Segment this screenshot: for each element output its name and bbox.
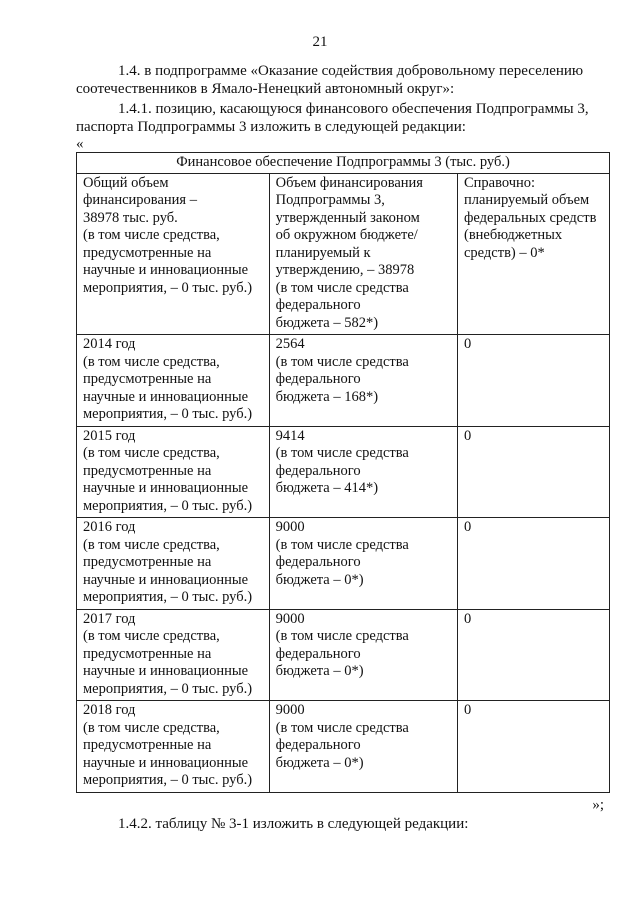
- cell-line: 38978 тыс. руб.: [83, 209, 178, 226]
- cell-line: предусмотренные на: [83, 645, 212, 662]
- cell-line: средств) – 0*: [464, 244, 545, 261]
- cell-line: 0: [464, 519, 472, 535]
- cell-line: федерального: [275, 462, 361, 479]
- paragraph-1-4-1: [76, 100, 610, 136]
- table-cell-col-2: [269, 426, 457, 518]
- table-body: [77, 335, 610, 793]
- cell-line: бюджета – 168*): [275, 388, 379, 405]
- cell-line: научные и инновационные: [83, 480, 249, 496]
- cell-line: федерального: [275, 554, 361, 570]
- opening-quote: «: [76, 136, 84, 152]
- table-cell-col-1: [77, 426, 270, 518]
- cell-line: научные и инновационные: [83, 754, 249, 771]
- cell-line: Общий объем: [83, 174, 169, 191]
- table-cell-col-2: [269, 518, 457, 610]
- cell-line: бюджета – 0*): [275, 571, 364, 588]
- cell-line: 9000: [275, 610, 305, 627]
- table-row: [77, 609, 610, 701]
- table-cell-col-3: [458, 701, 610, 793]
- cell-line: научные и инновационные: [83, 388, 249, 405]
- cell-line: об окружном бюджете/: [275, 227, 418, 243]
- cell-line: 2017 год: [83, 610, 136, 627]
- cell-line: Подпрограммы 3,: [275, 192, 385, 208]
- header-cell-2: [269, 173, 457, 335]
- cell-line: предусмотренные на: [83, 371, 212, 387]
- paragraph-1-4: [76, 62, 610, 98]
- cell-line: (в том числе средства,: [83, 353, 220, 370]
- cell-line: предусмотренные на: [83, 554, 212, 570]
- cell-line: 0: [464, 427, 472, 444]
- paragraph-1-4-line-2: соотечественников в Ямало-Ненецкий автономный округ»:: [76, 81, 455, 97]
- table-cell-col-2: [269, 335, 457, 427]
- table-row: [77, 335, 610, 427]
- cell-line: (в том числе средства: [275, 536, 409, 553]
- table-cell-col-1: [77, 609, 270, 701]
- cell-line: федерального: [275, 371, 361, 387]
- paragraph-1-4-1-line-2: паспорта Подпрограммы 3 изложить в следующей редакции:: [76, 119, 466, 135]
- cell-line: 0: [464, 610, 472, 627]
- cell-line: федерального: [275, 297, 361, 313]
- table-cell-col-2: [269, 701, 457, 793]
- table-cell-col-3: [458, 335, 610, 427]
- paragraph-1-4-2: 1.4.2. таблицу № 3-1 изложить в следующей редакции:: [118, 816, 469, 832]
- cell-line: (в том числе средства: [275, 279, 409, 296]
- cell-line: бюджета – 0*): [275, 663, 364, 679]
- cell-line: (в том числе средства,: [83, 719, 220, 736]
- cell-line: планируемый к: [275, 244, 371, 261]
- table-row: [77, 426, 610, 518]
- cell-line: мероприятия, – 0 тыс. руб.): [83, 497, 253, 514]
- cell-line: 2564: [275, 336, 305, 352]
- table-row: [77, 518, 610, 610]
- cell-line: финансирования –: [83, 192, 197, 208]
- closing-quote: »;: [592, 797, 604, 813]
- cell-line: 9000: [275, 519, 305, 535]
- table-cell-col-3: [458, 426, 610, 518]
- cell-line: 2014 год: [83, 336, 136, 352]
- cell-line: федерального: [275, 645, 361, 662]
- cell-line: 9414: [275, 427, 305, 444]
- cell-line: научные и инновационные: [83, 262, 249, 278]
- table-caption: Финансовое обеспечение Подпрограммы 3 (тыс. руб.): [77, 153, 610, 174]
- cell-line: (в том числе средства: [275, 719, 409, 736]
- cell-line: бюджета – 0*): [275, 754, 364, 771]
- cell-line: утверждению, – 38978: [275, 262, 415, 278]
- cell-line: 2018 год: [83, 702, 136, 718]
- cell-line: бюджета – 582*): [275, 314, 379, 331]
- cell-line: мероприятия, – 0 тыс. руб.): [83, 279, 253, 296]
- table-cell-col-3: [458, 518, 610, 610]
- cell-line: предусмотренные на: [83, 737, 212, 753]
- cell-line: научные и инновационные: [83, 571, 249, 588]
- cell-line: (в том числе средства: [275, 445, 409, 461]
- cell-line: бюджета – 414*): [275, 480, 379, 496]
- cell-line: утвержденный законом: [275, 209, 420, 226]
- table-cell-col-1: [77, 701, 270, 793]
- cell-line: Справочно:: [464, 174, 536, 191]
- table-caption-row: [77, 153, 610, 174]
- table-row: [77, 701, 610, 793]
- cell-line: мероприятия, – 0 тыс. руб.): [83, 772, 253, 788]
- table-cell-col-1: [77, 518, 270, 610]
- cell-line: мероприятия, – 0 тыс. руб.): [83, 406, 253, 422]
- cell-line: 0: [464, 336, 472, 352]
- cell-line: 9000: [275, 702, 305, 718]
- cell-line: федеральных средств: [464, 209, 597, 226]
- financing-table: [76, 152, 610, 793]
- cell-line: федерального: [275, 737, 361, 753]
- cell-line: мероприятия, – 0 тыс. руб.): [83, 680, 253, 697]
- cell-line: 0: [464, 702, 472, 718]
- cell-line: мероприятия, – 0 тыс. руб.): [83, 589, 253, 605]
- cell-line: предусмотренные на: [83, 462, 212, 479]
- cell-line: (внебюджетных: [464, 227, 563, 243]
- cell-line: предусмотренные на: [83, 244, 212, 261]
- cell-line: 2015 год: [83, 427, 136, 444]
- cell-line: (в том числе средства,: [83, 628, 220, 644]
- cell-line: (в том числе средства,: [83, 445, 220, 461]
- paragraph-1-4-1-line-1: 1.4.1. позицию, касающуюся финансового обеспечения Подпрограммы 3,: [118, 101, 589, 117]
- header-cell-3: [458, 173, 610, 335]
- cell-line: (в том числе средства: [275, 353, 409, 370]
- header-cell-1: [77, 173, 270, 335]
- cell-line: планируемый объем: [464, 192, 590, 208]
- table-header-row: [77, 173, 610, 335]
- paragraph-1-4-line-1: 1.4. в подпрограмме «Оказание содействия добровольному переселению: [118, 63, 584, 79]
- table-cell-col-2: [269, 609, 457, 701]
- cell-line: Объем финансирования: [275, 174, 423, 191]
- cell-line: научные и инновационные: [83, 663, 249, 679]
- cell-line: (в том числе средства,: [83, 536, 220, 553]
- cell-line: (в том числе средства,: [83, 227, 220, 243]
- cell-line: 2016 год: [83, 519, 136, 535]
- page-number: 21: [312, 34, 328, 50]
- cell-line: (в том числе средства: [275, 628, 409, 644]
- table-cell-col-1: [77, 335, 270, 427]
- table-cell-col-3: [458, 609, 610, 701]
